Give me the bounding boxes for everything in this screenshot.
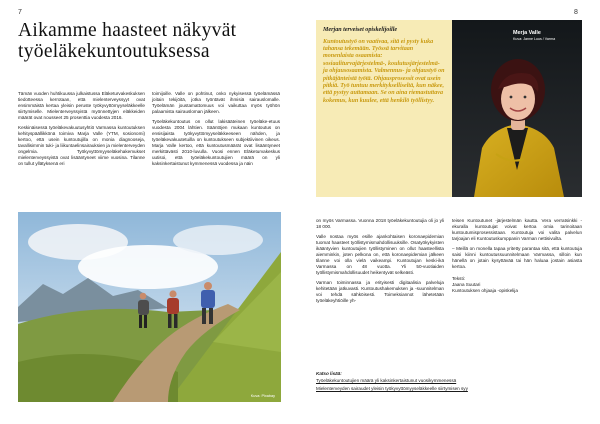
paragraph: toimijoille. Valle on pohtinut, onko nykyisessä työelämässä joitain tekijöitä, jotka työntävät ihmisiä sairauslomalle. Työelämän joustamattomuus voi vaikuttaa myös työhön palaamista sairausloman jälkeen.: [152, 91, 280, 114]
author-credit: Teksti: Jaana Suutari Kuntoutuksen ohjaaja -opiskelija: [452, 276, 518, 293]
hiking-landscape-illustration: [18, 212, 281, 402]
paragraph: Keskinäisessä työeläkevakuutusyhtiö Varmassa kuntoutuksen kehityspäällikkönä toimiva Marja Valle (YTM, sosionomi) kertoo, että usein kuntoutujilla on monia diagnooseja, tavallisimmin tuki- ja liikuntaelinsairauksien ja mielenterveyden ongelmia. Työkyvyttömyyseläkehakemukset mielenterveyssyistä ovat lisääntyneet viime vuosina. Tilanne on tullut yllätyksenä eri: [18, 125, 145, 166]
text-column-3: [316, 218, 444, 308]
paragraph: Työeläkekuntoutus on ollut lakisääteinen työeläke-etuus vuodesta 2004 lähtien. Sääntöjen mukaan kuntoutus on ensisijaista työkyvyttömyyseläkkeeseen nähden, ja työeläkevakuutetuilla on kuntoutukseen subjektiivinen oikeus. Marja Valle kertoo, että kuntoutusmäärät ovat lisääntyneet merkittävästi 2010-luvulla. Vuosi ennen Eläketurvakeskus uutisoi, että työeläkekuntoutujien määrä on yli kaksinkertaistunut kymmenessä vuodessa ja näin: [152, 119, 280, 166]
portrait-photo: [452, 20, 582, 197]
text-column-2: [152, 91, 280, 171]
text-column-4: [452, 218, 582, 298]
source-link-2[interactable]: Mielenterveyden sairaudet yleisin työkyvyttömyyseläkkeelle siirtymisen syy: [316, 386, 468, 391]
portrait-illustration: [452, 20, 582, 197]
page-number-right: 8: [574, 9, 578, 16]
portrait-credit: Kuva: Janne Luus / Varma: [513, 37, 556, 41]
quote-heading: Merjan terveiset opiskelijoille: [323, 27, 398, 33]
source-link-1[interactable]: Työeläkekuntoutujien määrä yli kaksinkertaistunut vuosikymmenessä: [316, 378, 457, 383]
paragraph: – Meillä on monella tapaa yritetty parantaa sitä, että kuntoutuja saisi kiinni kuntoutussuunnitelmaan Varmassa, silloin kun hänellä on jotain kysyttävää tai hän haluaa jostain asiasta kertoa.: [452, 246, 582, 269]
hiking-photo: [18, 212, 281, 402]
paragraph: teisen Kuntoutunet -järjestelmän kautta. Vera verratsinkki -ekuralla kuntoutujat voivat kertoa omia tarinoitaan kuntoutumisprosessistaan. Kuntoutuja voi valita palvelun tarjoajan eli Kuntoutuskumppanin Varman nettisivuilta.: [452, 218, 582, 241]
text-column-1: [18, 91, 145, 171]
photo-credit: Kuva: Pixabay: [250, 394, 275, 398]
quote-box: [316, 20, 452, 197]
paragraph: Valle nostaa myös esille ajankohtaisen koronaepidemian tuomat haasteet työllistymismahdollisuuksille. Osatyökykyisten ikääntyvien kuntoutujien työllistyminen on ollut haasteellista aiemminkin, joten pelkona on, että koronaepidemian jälkeen tilanne voi olla vielä vaikeampi. Kuntoutujan keski-ikä Varmassa on 48 vuotta. Yli 50-vuotiaiden työllistymismahdollisuudet heikentyvät selkeästi.: [316, 234, 444, 275]
paragraph: Varman toiminnassa ja erityisesti digitaalisia palveluja kehitetään jatkuvasti. Kuntoutushakemuksen ja -suunnitelman voi tehdä sähköisesti. Toimeksiannot lähetetään työeläkeyhtiöille yh-: [316, 280, 444, 303]
paragraph: Tämän vuoden huhtikuussa julkaistussa Eläketurvakeskuksen tiedotteessa kerrotaan, että mielenterveyssyyt ovat ensimmäistä kertaa yleisin peruste työkyvyttömyyseläkkeelle siirtymiselle. Mielenterveyssyistä myönnettyjen eläkkeiden määrät ovat nousseet 25 prosenttia vuodesta 2016.: [18, 91, 145, 120]
sources-label: Katso lisää:: [316, 371, 342, 376]
article-title: Aikamme haasteet näkyvät työeläkekuntoutuksessa: [18, 20, 237, 62]
quote-text: Kuntoutustyö on vaativaa, sitä ei pysty kuka tahansa tekemään. Työssä tarvitaan monenlaista osaamista: sosiaaliturvajärjestelmä-, koulutusjärjestelmä- ja ohjausosaamista. Valmennus- ja ohjaustyö on pitkäjänteistä työtä. Ohjausprosessit ovat usein pitkiä. Työ tuntuu merkitykselliseltä, kun näkee, että pystyy auttamaan. Se on aina riemastuttava kokemus, kun kuulee, että henkilö työllistyy.: [323, 38, 445, 104]
sources-section: [316, 371, 582, 394]
page-number-left: 7: [18, 9, 22, 16]
paragraph: on myös Varmassa. Vuonna 2018 työeläkekuntoutujia oli jo yli 18 000.: [316, 218, 444, 229]
portrait-name: Merja Valle: [513, 30, 541, 36]
